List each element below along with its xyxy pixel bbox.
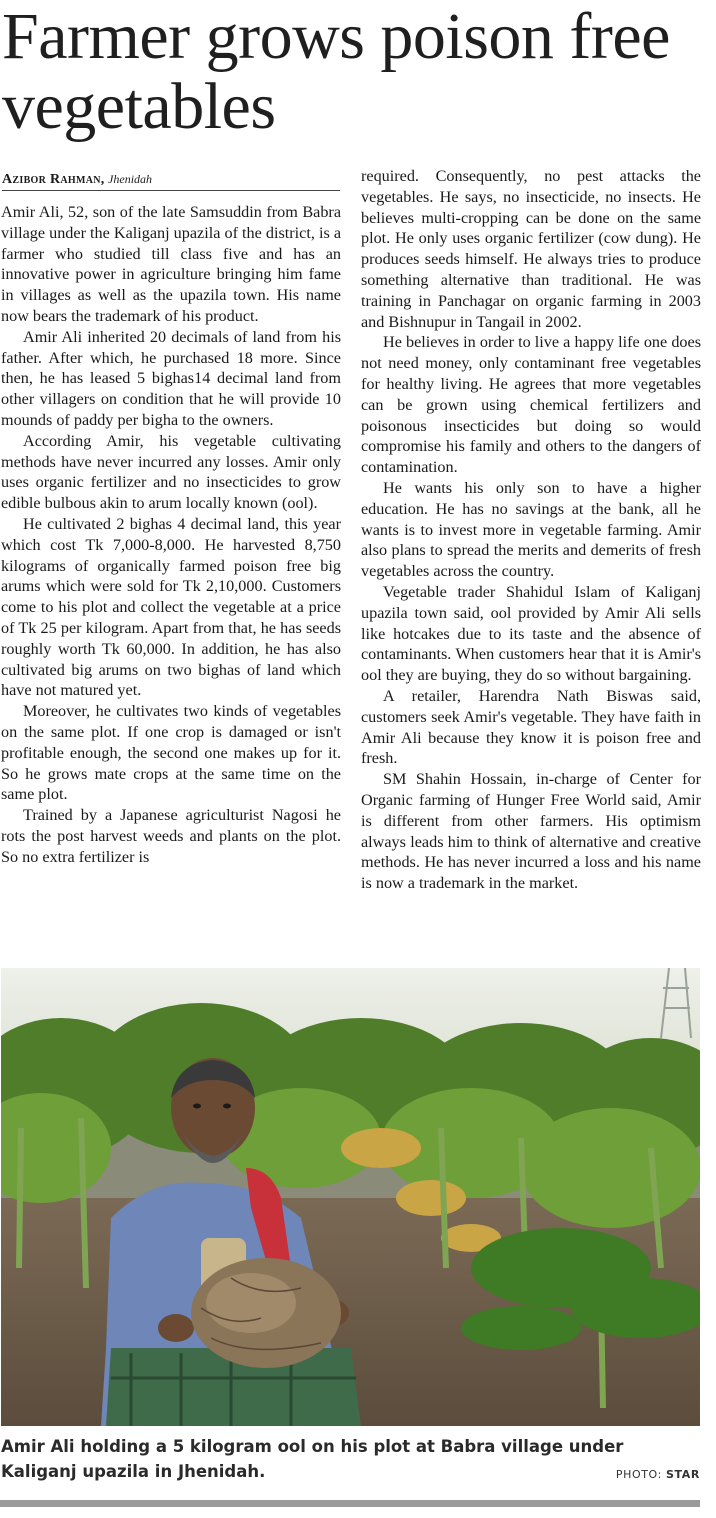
photo-illustration xyxy=(1,968,700,1426)
article-paragraph: Amir Ali, 52, son of the late Samsuddin from Babra village under the Kaliganj upazila of the district, is a farmer who studied till class five and has an innovative power in agriculture bringing him fame in villages as well as the upazila town. His name now bears the trademark of his product. xyxy=(1,203,341,325)
article-paragraph: SM Shahin Hossain, in-charge of Center for Organic farming of Hunger Free World said, Amir is different from other farmers. His optimism always leads him to think of alternative and creative methods. He has never incurred a loss and his name is now a trademark in the market. xyxy=(361,770,701,893)
article-paragraph: Moreover, he cultivates two kinds of vegetables on the same plot. If one crop is damaged or isn't profitable enough, the second one makes up for it. So he grows mate crops at the same time on the same plot. xyxy=(1,702,341,804)
byline-author: Azibor Rahman, xyxy=(2,172,105,187)
article-column-right xyxy=(361,166,701,894)
article-paragraph: According Amir, his vegetable cultivating methods have never incurred any losses. Amir only uses organic fertilizer and no insecticides to grow edible bulbous akin to arum locally known (ool). xyxy=(1,431,341,513)
byline-location: Jhenidah xyxy=(108,172,153,186)
photo-credit xyxy=(616,1468,700,1481)
byline xyxy=(2,170,340,191)
photo-credit-name: STAR xyxy=(666,1468,700,1481)
article-paragraph: He cultivated 2 bighas 4 decimal land, this year which cost Tk 7,000-8,000. He harvested 8,750 kilograms of organically farmed poison free big arums which were sold for Tk 2,10,000. Customers come to his plot and collect the vegetable at a price of Tk 25 per kilogram. Apart from that, he has seeds roughly worth Tk 60,000. In addition, he has also cultivated big arums on two bighas of land which have not matured yet. xyxy=(1,514,341,700)
article-paragraph: Amir Ali inherited 20 decimals of land from his father. After which, he purchased 18 more. Since then, he has leased 5 bighas14 decimal land from other villagers on condition that he will provide 10 mounds of paddy per bigha to the owners. xyxy=(1,327,341,429)
headline: Farmer grows poison free vegetables xyxy=(2,0,670,143)
article-paragraph: A retailer, Harendra Nath Biswas said, customers seek Amir's vegetable. They have faith in Amir Ali because they know it is poison free and fresh. xyxy=(361,686,701,768)
article-paragraph: He believes in order to live a happy life one does not need money, only contaminant free vegetables for healthy living. He agrees that more vegetables can be grown using chemical fertilizers and poisonous insecticides but doing so would compromise his family and others to the dangers of contamination. xyxy=(361,333,701,477)
photo-caption: Amir Ali holding a 5 kilogram ool on his plot at Babra village under Kaliganj upazila in Jhenidah. xyxy=(1,1437,624,1481)
article-paragraph: He wants his only son to have a higher education. He has no savings at the bank, all he wants is to invest more in vegetable farming. Amir also plans to spread the merits and demerits of fresh vegetables across the country. xyxy=(361,478,701,581)
article-column-left xyxy=(1,202,341,868)
article-paragraph: Vegetable trader Shahidul Islam of Kaliganj upazila town said, ool provided by Amir Ali sells like hotcakes due to its taste and the absence of contaminants. When customers hear that it is Amir's ool they are buying, they do so without bargaining. xyxy=(361,582,701,685)
news-photo xyxy=(1,968,700,1426)
photo-credit-prefix: PHOTO: xyxy=(615,1468,662,1481)
bottom-rule xyxy=(0,1500,700,1507)
article-paragraph: Trained by a Japanese agriculturist Nagosi he rots the post harvest weeds and plants on the plot. So no extra fertilizer is xyxy=(1,806,341,866)
article-paragraph: required. Consequently, no pest attacks the vegetables. He says, no insecticide, no insects. He believes multi-cropping can be done on the same plot. He only uses organic fertilizer (cow dung). He produces seeds himself. He always tries to produce something alternative than traditional. He was training in Panchagar on organic farming in 2003 and Bishnupur in Tangail in 2002. xyxy=(361,167,701,331)
